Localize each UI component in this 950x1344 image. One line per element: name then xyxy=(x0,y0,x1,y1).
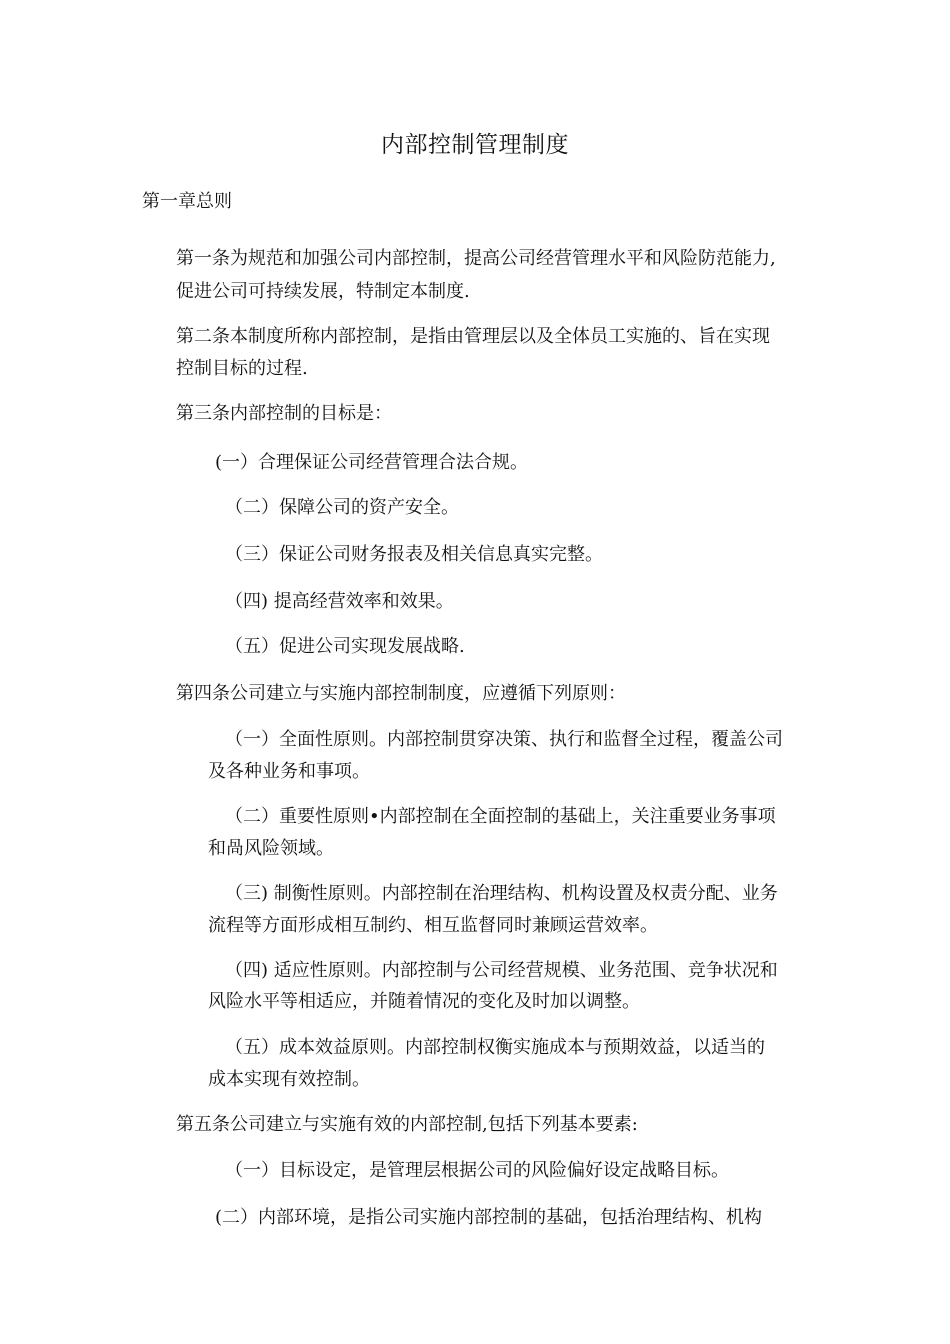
article-4-item-line-2: 流程等方面形成相互制约、相互监督同时兼顾运营效率。 xyxy=(208,915,658,936)
article-4-item-line-1: （五）成本效益原则。内部控制权衡实施成本与预期效益，以适当的 xyxy=(225,1037,765,1058)
document-title: 内部控制管理制度 xyxy=(381,132,569,158)
article-3-heading: 第三条内部控制的目标是： xyxy=(176,403,392,424)
article-2-line-2: 控制目标的过程. xyxy=(176,358,308,379)
article-4-heading: 第四条公司建立与实施内部控制制度，应遵循下列原则： xyxy=(176,683,626,704)
article-4-item-line-2: 成本实现有效控制。 xyxy=(208,1069,370,1090)
chapter-heading: 第一章总则 xyxy=(142,191,232,212)
article-3-item: （五）促进公司实现发展战略. xyxy=(225,636,465,657)
article-4-item-line-1: （二）重要性原则•内部控制在全面控制的基础上，关注重要业务事项 xyxy=(225,806,776,827)
article-1-line-1: 第一条为规范和加强公司内部控制，提高公司经营管理水平和风险防范能力, xyxy=(176,248,776,269)
article-4-item-line-1: （三) 制衡性原则。内部控制在治理结构、机构设置及权责分配、业务 xyxy=(225,883,778,904)
article-1-line-2: 促进公司可持续发展，特制定本制度. xyxy=(176,281,470,302)
article-5-item: （一）目标设定，是管理层根据公司的风险偏好设定战略目标。 xyxy=(225,1160,729,1181)
article-4-item-line-2: 及各种业务和事项。 xyxy=(208,761,370,782)
article-5-heading: 第五条公司建立与实施有效的内部控制,包括下列基本要素: xyxy=(176,1114,638,1135)
article-3-item: （二）保障公司的资产安全。 xyxy=(225,497,459,518)
article-4-item-line-2: 风险水平等相适应，并随着情况的变化及时加以调整。 xyxy=(208,991,640,1012)
article-4-item-line-1: （一）全面性原则。内部控制贯穿决策、执行和监督全过程，覆盖公司 xyxy=(225,729,783,750)
article-4-item-line-2: 和咼风险领域。 xyxy=(208,838,334,859)
article-3-item: （三）保证公司财务报表及相关信息真实完整。 xyxy=(225,544,603,565)
article-4-item-line-1: （四) 适应性原则。内部控制与公司经营规模、业务范围、竞争状况和 xyxy=(225,960,778,981)
article-5-item: (二）内部环境，是指公司实施内部控制的基础，包括治理结构、机构 xyxy=(215,1207,763,1228)
article-3-item: （四) 提高经营效率和效果。 xyxy=(225,591,454,612)
article-3-item: (一）合理保证公司经营管理合法合规。 xyxy=(215,452,529,473)
article-2-line-1: 第二条本制度所称内部控制，是指由管理层以及全体员工实施的、旨在实现 xyxy=(176,326,770,347)
